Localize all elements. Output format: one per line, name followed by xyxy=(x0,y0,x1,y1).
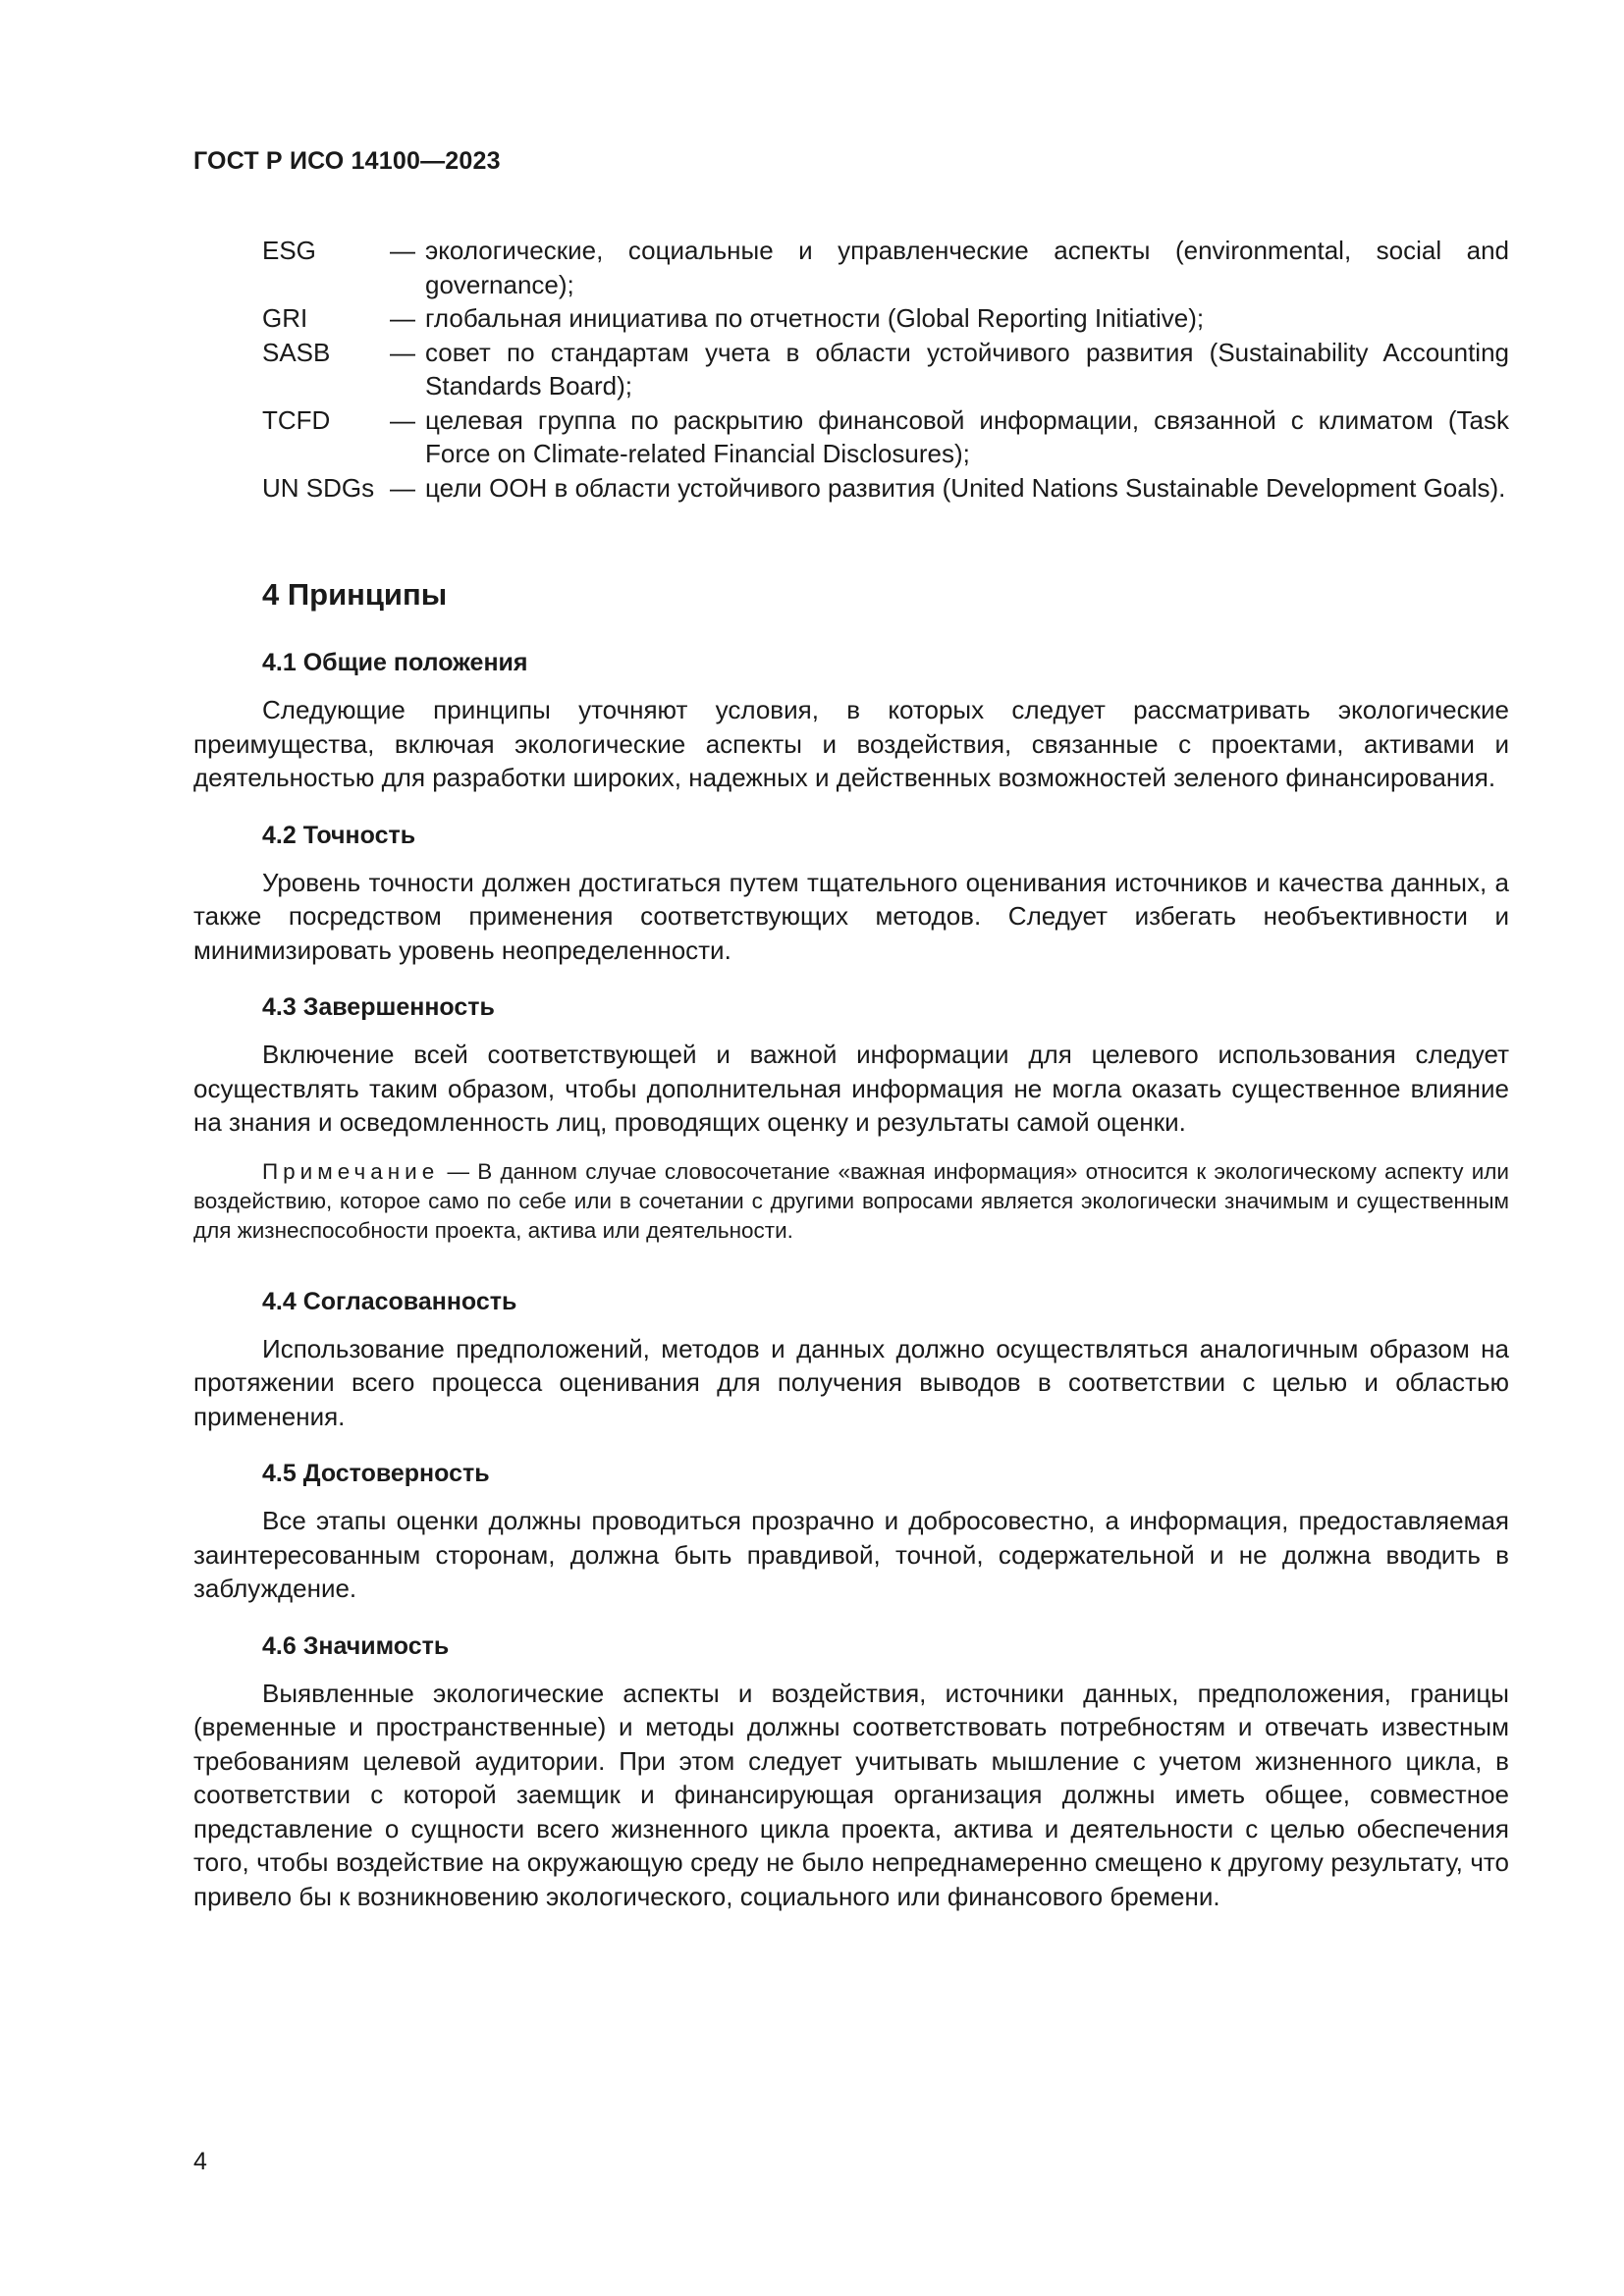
document-header: ГОСТ Р ИСО 14100—2023 xyxy=(193,147,501,175)
abbreviation-row xyxy=(262,301,1509,336)
abbreviation-row xyxy=(262,234,1509,301)
main-content xyxy=(193,575,1509,1913)
subsection-paragraph: Следующие принципы уточняют условия, в которых следует рассматривать экологические преимущества, включая экологические аспекты и воздействия, связанные с проектами, активами и деятельностью для разработки широких, надежных и действенных возможностей зеленого финансирования. xyxy=(193,695,1509,792)
subsection-paragraph: Выявленные экологические аспекты и воздействия, источники данных, предположения, границы (временные и пространственные) и методы должны соответствовать потребностям и отвечать известным требованиям целевой аудитории. При этом следует учитывать мышление с учетом жизненного цикла, в соответствии с которой заемщик и финансирующая организация должны иметь общее, совместное представление о сущности всего жизненного цикла проекта, актива и деятельности с целью обеспечения того, чтобы воздействие на окружающую среду не было непреднамеренно смещено к другому результату, что привело бы к возникновению экологического, социального или финансового бремени. xyxy=(193,1678,1509,1911)
abbreviation-definition: цели ООН в области устойчивого развития (United Nations Sustainable Development Goals). xyxy=(425,472,1506,503)
subsection-completeness xyxy=(193,990,1509,1246)
abbreviation-row xyxy=(262,336,1509,403)
abbreviation-term: TCFD xyxy=(262,404,331,435)
abbreviation-dash: — xyxy=(390,303,415,333)
abbreviation-definition: экологические, социальные и управленческие аспекты (environmental, social and governance); xyxy=(425,236,1509,299)
section-title: 4 Принципы xyxy=(262,577,448,612)
abbreviation-term: UN SDGs xyxy=(262,472,375,503)
abbreviation-definition: совет по стандартам учета в области устойчивого развития (Sustainability Accounting Standards Board); xyxy=(425,337,1509,400)
abbreviation-dash: — xyxy=(390,337,415,367)
abbreviation-dash: — xyxy=(390,472,415,503)
subsection-title: 4.1 Общие положения xyxy=(262,649,528,676)
subsection-accuracy xyxy=(193,819,1509,968)
page-number: 4 xyxy=(193,2148,207,2175)
subsection-title: 4.3 Завершенность xyxy=(262,993,495,1021)
abbreviation-definition: глобальная инициатива по отчетности (Global Reporting Initiative); xyxy=(425,303,1205,333)
subsection-consistency xyxy=(193,1285,1509,1434)
subsection-general xyxy=(193,646,1509,795)
abbreviation-row xyxy=(262,471,1509,506)
abbreviation-dash: — xyxy=(390,404,415,435)
abbreviation-definition: целевая группа по раскрытию финансовой информации, связанной с климатом (Task Force on Climate-related Financial Disclosures); xyxy=(425,404,1509,468)
subsection-title: 4.5 Достоверность xyxy=(262,1460,490,1487)
subsection-relevance xyxy=(193,1629,1509,1914)
abbreviation-dash: — xyxy=(390,236,415,265)
abbreviation-row xyxy=(262,403,1509,471)
subsection-paragraph: Все этапы оценки должны проводиться прозрачно и добросовестно, а информация, предоставляемая заинтересованным сторонам, должна быть правдивой, точной, содержательной и не должна вводить в заблуждение. xyxy=(193,1506,1509,1603)
subsection-paragraph: Включение всей соответствующей и важной информации для целевого использования следует осуществлять таким образом, чтобы дополнительная информация не могла оказать существенное влияние на знания и осведомленность лиц, проводящих оценку и результаты самой оценки. xyxy=(193,1040,1509,1137)
note-text: — В данном случае словосочетание «важная информация» относится к экологическому аспекту или воздействию, которое само по себе или в сочетании с другими вопросами является экологически значимым и существенным для жизнеспособности проекта, актива или деятельности. xyxy=(193,1158,1509,1243)
abbreviation-term: SASB xyxy=(262,337,331,367)
subsection-paragraph: Использование предположений, методов и данных должно осуществляться аналогичным образом на протяжении всего процесса оценивания для получения выводов в соответствии с целью и областью применения. xyxy=(193,1333,1509,1431)
subsection-paragraph: Уровень точности должен достигаться путем тщательного оценивания источников и качества данных, а также посредством применения соответствующих методов. Следует избегать необъективности и минимизировать уровень неопределенности. xyxy=(193,867,1509,965)
subsection-title: 4.4 Согласованность xyxy=(262,1287,517,1315)
subsection-title: 4.2 Точность xyxy=(262,821,416,849)
subsection-reliability xyxy=(193,1457,1509,1606)
note-paragraph xyxy=(193,1157,1509,1246)
subsection-title: 4.6 Значимость xyxy=(262,1631,450,1660)
note-label: Примечание xyxy=(262,1158,440,1184)
abbreviation-list xyxy=(262,234,1509,505)
abbreviation-term: GRI xyxy=(262,303,308,333)
abbreviation-term: ESG xyxy=(262,236,316,265)
